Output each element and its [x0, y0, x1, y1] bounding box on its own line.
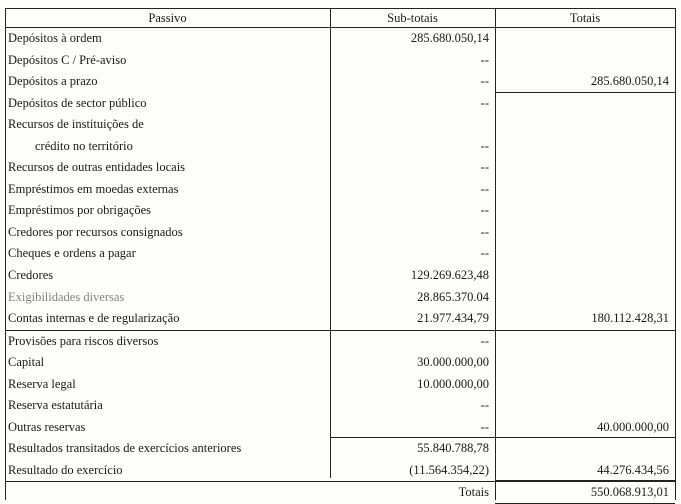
row-total: [495, 179, 675, 201]
row-label: Credores: [8, 268, 54, 283]
table-row: [5, 331, 675, 353]
row-total: [495, 243, 675, 265]
row-total: [495, 374, 675, 396]
row-subtotal: 10.000.000,00: [417, 376, 489, 391]
row-subtotal: --: [480, 52, 489, 67]
row-label: crédito no território: [35, 138, 133, 153]
row-total: [495, 222, 675, 244]
table-row: [5, 417, 675, 439]
row-subtotal: --: [480, 74, 489, 89]
table-row: [5, 50, 675, 72]
row-subtotal: --: [480, 224, 489, 239]
row-label: Credores por recursos consignados: [8, 224, 183, 239]
row-label: Empréstimos em moedas externas: [8, 181, 179, 196]
table-row: [5, 179, 675, 201]
table-row: [5, 243, 675, 265]
row-label: Depósitos à ordem: [8, 31, 102, 45]
table-row: [5, 308, 675, 331]
row-subtotal: 30.000.000,00: [417, 355, 489, 370]
row-total: [495, 331, 675, 353]
row-total: [495, 352, 675, 374]
row-subtotal: 129.269.623,48: [410, 268, 489, 283]
row-total: 44.276.434,56: [495, 460, 675, 482]
table-row: [5, 438, 675, 460]
row-subtotal: --: [480, 181, 489, 196]
row-label: Recursos de instituições de: [8, 117, 144, 132]
row-subtotal: 55.840.788,78: [417, 441, 489, 456]
totals-row: [5, 481, 675, 504]
table-row: [5, 460, 675, 482]
row-label: Resultado do exercício: [8, 462, 123, 477]
row-total: 40.000.000,00: [495, 417, 675, 439]
row-label: Depósitos de sector público: [8, 95, 147, 110]
totals-label: Totais: [458, 485, 489, 500]
row-total: [495, 287, 675, 309]
row-label: Capital: [8, 355, 45, 370]
row-label: Reserva estatutária: [8, 398, 103, 413]
row-label: Depósitos C / Pré-aviso: [8, 52, 127, 67]
row-total: [495, 200, 675, 222]
row-total: 285.680.050,14: [495, 71, 675, 93]
row-label: Recursos de outras entidades locais: [8, 160, 186, 175]
table-row: [5, 157, 675, 179]
header-subtotais: Sub-totais: [387, 11, 438, 25]
row-subtotal: [330, 114, 495, 136]
row-label: Cheques e ordens a pagar: [8, 246, 136, 261]
row-total: [495, 114, 675, 136]
row-subtotal: --: [480, 95, 489, 110]
header-totais: Totais: [569, 11, 601, 25]
table-row: [5, 222, 675, 244]
row-subtotal: 21.977.434,79: [417, 311, 489, 326]
row-subtotal: --: [480, 398, 489, 413]
row-total: [495, 50, 675, 72]
row-label: Reserva legal: [8, 376, 76, 391]
row-subtotal: (11.564.354,22): [409, 462, 489, 477]
row-total: [495, 438, 675, 460]
row-subtotal: --: [480, 160, 489, 175]
row-subtotal: --: [480, 333, 489, 348]
table-row: [5, 374, 675, 396]
table-row: [5, 93, 675, 115]
row-subtotal: 285.680.050,14: [410, 31, 489, 45]
table-row: [5, 200, 675, 222]
row-total: 180.112.428,31: [591, 311, 669, 326]
row-subtotal: --: [480, 138, 489, 153]
row-label: Depósitos a prazo: [8, 74, 98, 89]
table-row: [5, 287, 675, 309]
row-label: Outras reservas: [8, 419, 86, 434]
row-label: Exigibilidades diversas: [8, 289, 125, 304]
row-total: [495, 136, 675, 158]
row-total: [495, 93, 675, 115]
table-row: [5, 265, 675, 287]
table-row: [5, 352, 675, 374]
grand-total: 550.068.913,01: [495, 482, 675, 504]
table-row: [5, 28, 675, 50]
row-subtotal: --: [480, 203, 489, 218]
row-total: [495, 157, 675, 179]
row-label: Empréstimos por obrigações: [8, 203, 152, 218]
row-total: [495, 28, 675, 50]
row-label: Resultados transitados de exercícios anteriores: [8, 441, 242, 456]
row-subtotal: 28.865.370.04: [417, 289, 489, 304]
table-header-row: [5, 9, 675, 28]
row-label: Contas internas e de regularização: [8, 311, 180, 326]
row-label: Provisões para riscos diversos: [8, 333, 159, 348]
row-subtotal: --: [330, 417, 495, 439]
row-total: [495, 265, 675, 287]
column-divider-right: [675, 8, 676, 500]
liabilities-table: [5, 8, 675, 504]
row-total: [495, 395, 675, 417]
table-row: [5, 114, 675, 136]
row-subtotal: --: [480, 246, 489, 261]
header-passivo: Passivo: [148, 11, 187, 25]
table-row: [5, 136, 675, 158]
table-row: [5, 395, 675, 417]
table-row: [5, 71, 675, 93]
